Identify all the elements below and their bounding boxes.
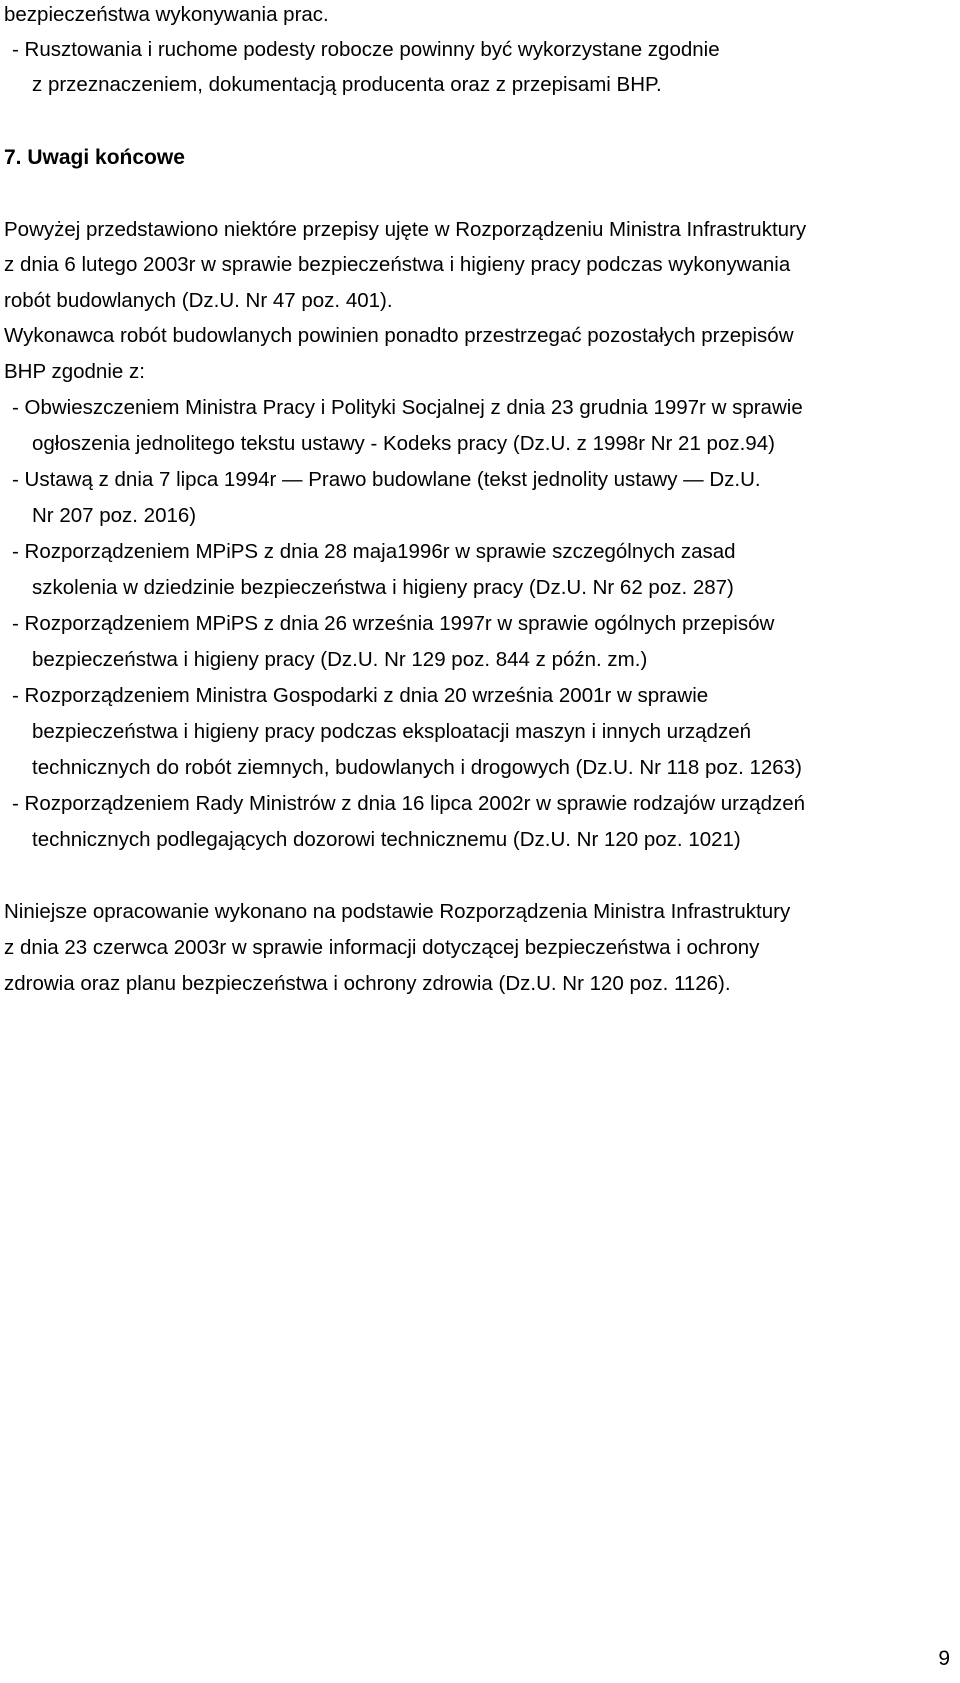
- paragraph-line: BHP zgodnie z:: [4, 360, 145, 383]
- list-item-continuation: technicznych do robót ziemnych, budowlanych i drogowych (Dz.U. Nr 118 poz. 1263): [32, 756, 802, 779]
- list-item-continuation: z przeznaczeniem, dokumentacją producenta oraz z przepisami BHP.: [32, 73, 662, 96]
- list-item: - Rozporządzeniem MPiPS z dnia 28 maja1996r w sprawie szczególnych zasad: [12, 540, 736, 563]
- list-item-continuation: Nr 207 poz. 2016): [32, 504, 197, 527]
- list-item-continuation: ogłoszenia jednolitego tekstu ustawy - Kodeks pracy (Dz.U. z 1998r Nr 21 poz.94): [32, 432, 775, 455]
- list-item: - Rusztowania i ruchome podesty robocze powinny być wykorzystane zgodnie: [12, 38, 720, 61]
- page-number: 9: [938, 1647, 950, 1670]
- list-item: - Rozporządzeniem Ministra Gospodarki z dnia 20 września 2001r w sprawie: [12, 684, 709, 707]
- list-item-continuation: bezpieczeństwa i higieny pracy (Dz.U. Nr 129 poz. 844 z późn. zm.): [32, 648, 648, 671]
- list-item: - Rozporządzeniem MPiPS z dnia 26 września 1997r w sprawie ogólnych przepisów: [12, 612, 775, 635]
- paragraph-line: zdrowia oraz planu bezpieczeństwa i ochrony zdrowia (Dz.U. Nr 120 poz. 1126).: [4, 972, 731, 995]
- paragraph-line: z dnia 23 czerwca 2003r w sprawie informacji dotyczącej bezpieczeństwa i ochrony: [4, 936, 760, 959]
- paragraph-line: Niniejsze opracowanie wykonano na podstawie Rozporządzenia Ministra Infrastruktury: [4, 900, 791, 923]
- intro-text: bezpieczeństwa wykonywania prac.: [4, 3, 329, 26]
- list-item: - Ustawą z dnia 7 lipca 1994r — Prawo budowlane (tekst jednolity ustawy — Dz.U.: [12, 468, 761, 491]
- paragraph-line: Wykonawca robót budowlanych powinien ponadto przestrzegać pozostałych przepisów: [4, 324, 794, 347]
- list-item-continuation: technicznych podlegających dozorowi technicznemu (Dz.U. Nr 120 poz. 1021): [32, 828, 741, 851]
- list-item-continuation: bezpieczeństwa i higieny pracy podczas eksploatacji maszyn i innych urządzeń: [32, 720, 752, 743]
- list-item: - Rozporządzeniem Rady Ministrów z dnia 16 lipca 2002r w sprawie rodzajów urządzeń: [12, 792, 806, 815]
- paragraph-line: robót budowlanych (Dz.U. Nr 47 poz. 401).: [4, 289, 393, 312]
- paragraph-line: z dnia 6 lutego 2003r w sprawie bezpieczeństwa i higieny pracy podczas wykonywania: [4, 253, 791, 276]
- list-item: - Obwieszczeniem Ministra Pracy i Polityki Socjalnej z dnia 23 grudnia 1997r w sprawie: [12, 396, 803, 419]
- paragraph-line: Powyżej przedstawiono niektóre przepisy ujęte w Rozporządzeniu Ministra Infrastruktury: [4, 218, 807, 241]
- section-heading: 7. Uwagi końcowe: [4, 146, 185, 169]
- list-item-continuation: szkolenia w dziedzinie bezpieczeństwa i higieny pracy (Dz.U. Nr 62 poz. 287): [32, 576, 734, 599]
